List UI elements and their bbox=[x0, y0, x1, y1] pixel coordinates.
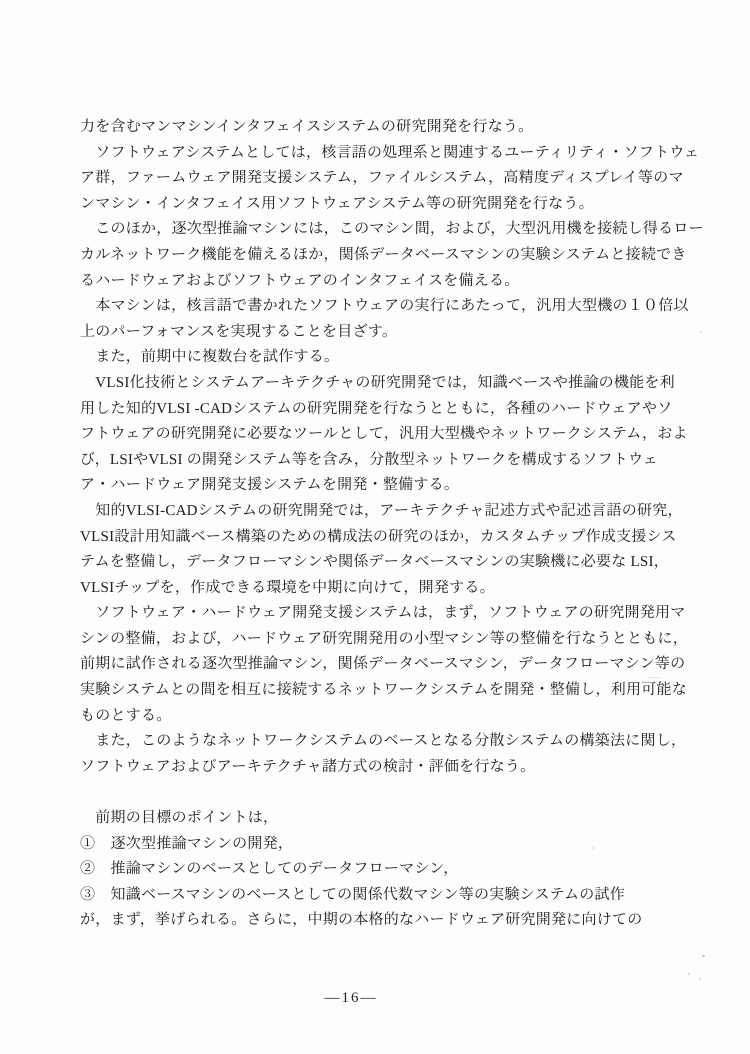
page-number: —16— bbox=[324, 990, 378, 1006]
text-line: ② 推論マシンのベースとしてのデータフローマシン， bbox=[80, 861, 459, 878]
scan-speckle bbox=[699, 978, 701, 980]
text-line: 前期に試作される逐次型推論マシン，関係データベースマシン，データフローマシン等の bbox=[80, 656, 686, 673]
scan-speckle bbox=[700, 331, 702, 333]
text-line: び，LSIやVLSI の開発システム等を含み，分散型ネットワークを構成するソフトウェ bbox=[80, 451, 658, 468]
text-line: 用した知的VLSI -CADシステムの研究開発を行なうとともに，各種のハードウェアやソ bbox=[80, 400, 673, 417]
text-line: 実験システムとの間を相互に接続するネットワークシステムを開発・整備し，利用可能な bbox=[80, 682, 688, 699]
text-line: テムを整備し，データフローマシンや関係データベースマシンの実験機に必要な LSI， bbox=[80, 554, 669, 571]
text-line: ア群，ファームウェア開発支援システム，ファイルシステム，高精度ディスプレイ等のマ bbox=[80, 170, 684, 187]
text-line: が，まず，挙げられる。さらに，中期の本格的なハードウェア研究開発に向けての bbox=[80, 912, 643, 929]
text-line: 本マシンは，核言語で書かれたソフトウェアの実行にあたって，汎用大型機の１０倍以 bbox=[80, 298, 689, 315]
text-line: VLSIチップを，作成できる環境を中期に向けて，開発する。 bbox=[80, 579, 495, 596]
document-body-text bbox=[80, 115, 704, 934]
scan-speckle bbox=[688, 973, 690, 975]
text-line: るハードウェアおよびソフトウェアのインタフェイスを備える。 bbox=[80, 272, 520, 289]
text-line: ソフトウェアおよびアーキテクチャ諸方式の検討・評価を行なう。 bbox=[80, 758, 536, 775]
text-line: 知的VLSI-CADシステムの研究開発では，アーキテクチャ記述方式や記述言語の研究， bbox=[80, 502, 683, 519]
text-line: 力を含むマンマシンインタフェイスシステムの研究開発を行なう。 bbox=[80, 119, 534, 135]
text-line bbox=[80, 780, 688, 806]
text-line: 上のパーフォマンスを実現することを目ざす。 bbox=[80, 323, 398, 340]
text-line: ③ 知識ベースマシンのベースとしての関係代数マシン等の実験システムの試作 bbox=[80, 886, 625, 903]
text-line: ① 逐次型推論マシンの開発， bbox=[80, 835, 294, 852]
text-line: ものとする。 bbox=[80, 707, 172, 724]
text-line: VLSI設計用知識ベース構築のための構成法の研究のほか，カスタムチップ作成支援シス bbox=[80, 528, 677, 545]
text-line: ンマシン・インタフェイス用ソフトウェアシステム等の研究開発を行なう。 bbox=[80, 195, 594, 212]
text-line: ア・ハードウェア開発支援システムを開発・整備する。 bbox=[80, 477, 460, 494]
scan-speckle bbox=[592, 847, 594, 849]
text-line: また，このようなネットワークシステムのベースとなる分散システムの構築法に関し， bbox=[80, 733, 687, 750]
scan-speckle bbox=[614, 899, 616, 901]
text-line: カルネットワーク機能を備えるほか，関係データベースマシンの実験システムと接続でき bbox=[80, 246, 687, 263]
text-line: シンの整備，および，ハードウェア研究開発用の小型マシン等の整備を行なうとともに， bbox=[80, 630, 689, 647]
text-line: フトウェアの研究開発に必要なツールとして，汎用大型機やネットワークシステム，およ bbox=[80, 426, 688, 443]
text-line: また，前期中に複数台を試作する。 bbox=[80, 349, 340, 366]
text-line: ソフトウェアシステムとしては，核言語の処理系と関連するユーティリティ・ソフトウェ bbox=[80, 144, 700, 161]
text-line: VLSI化技術とシステムアーキテクチャの研究開発では，知識ベースや推論の機能を利 bbox=[80, 374, 675, 391]
scan-speckle bbox=[702, 955, 705, 957]
text-line: 前期の目標のポイントは， bbox=[80, 810, 279, 827]
text-line: ソフトウェア・ハードウェア開発支援システムは，まず，ソフトウェアの研究開発用マ bbox=[80, 605, 686, 622]
scan-speckle bbox=[648, 677, 660, 678]
text-line: このほか，逐次型推論マシンには，このマシン間，および，大型汎用機を接続し得るロー bbox=[80, 221, 704, 238]
